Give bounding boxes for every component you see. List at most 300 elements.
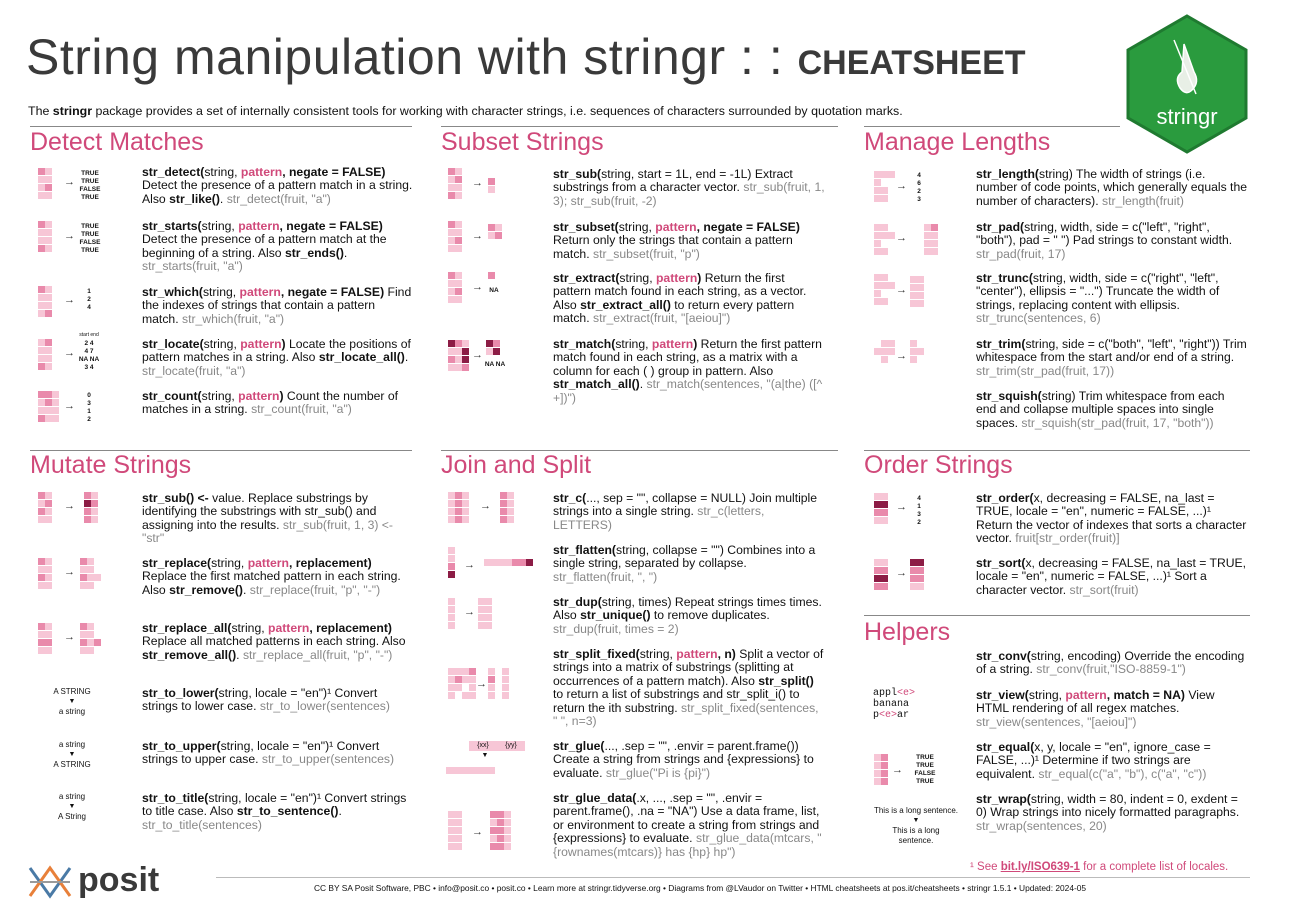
code-example: str_count(fruit, "a") bbox=[251, 402, 352, 417]
order-output bbox=[912, 495, 926, 527]
flatten-out-cell bbox=[484, 559, 491, 566]
section-detect: Detect Matches bbox=[30, 128, 204, 156]
sort-in-cell bbox=[874, 575, 881, 582]
function-args-end: ) bbox=[279, 389, 284, 403]
code-example: str_equal(c("a", "b"), c("a", "c")) bbox=[1038, 766, 1207, 781]
which-cell bbox=[38, 302, 45, 309]
code-example: str_c(letters, LETTERS) bbox=[553, 504, 765, 532]
sub-in-cell bbox=[448, 184, 455, 191]
function-args: x, y, locale = "en", ignore_case = FALSE, ...)¹ bbox=[976, 740, 1211, 768]
function-name: str_conv( bbox=[976, 649, 1031, 663]
down-arrow-icon: ▼ bbox=[68, 698, 76, 705]
c-out-cell bbox=[500, 500, 507, 507]
arrow-right-icon: → bbox=[896, 567, 907, 579]
trim-out-cell bbox=[917, 348, 924, 355]
entry-str-detect bbox=[142, 166, 414, 206]
flatten-out-cell bbox=[519, 559, 526, 566]
arrow-right-icon: → bbox=[64, 566, 75, 578]
view-line-3 bbox=[873, 710, 915, 721]
output-value: TRUE bbox=[81, 178, 99, 185]
output-value: TRUE bbox=[81, 194, 99, 201]
entry-str-squish bbox=[976, 390, 1248, 430]
function-args-end: , replacement) bbox=[309, 621, 392, 635]
code-example: str_replace_all(fruit, "p", "-") bbox=[242, 647, 393, 662]
subset-out-cell bbox=[488, 224, 495, 231]
gluedata-out-cell bbox=[497, 827, 504, 834]
split-out-cell bbox=[488, 692, 495, 699]
function-name: str_squish( bbox=[976, 389, 1042, 403]
length-in-cell bbox=[874, 171, 881, 178]
dup-out-cell bbox=[485, 614, 492, 621]
c-in-cell bbox=[448, 500, 455, 507]
trim-out-cell bbox=[910, 348, 917, 355]
output-value: 4 bbox=[917, 172, 921, 179]
function-description: Repeat strings times times. Also bbox=[553, 595, 822, 623]
split-in-cell bbox=[469, 692, 476, 699]
trunc-in-cell bbox=[874, 290, 881, 297]
entry-str-count bbox=[142, 390, 414, 417]
flatten-out-cell bbox=[512, 559, 519, 566]
arrow-right-icon: → bbox=[476, 678, 487, 690]
title-bold: CHEATSHEET bbox=[797, 44, 1026, 82]
function-description: Use a data frame, list, or environment to create a string from strings and {expressions} to evaluate. bbox=[553, 804, 820, 846]
replaceall-in-cell bbox=[45, 639, 52, 646]
dup-out-cell bbox=[478, 606, 485, 613]
dup-out-cell bbox=[478, 614, 485, 621]
order-in-cell bbox=[874, 509, 881, 516]
gluedata-out-cell bbox=[497, 843, 504, 850]
gluedata-in-cell bbox=[455, 811, 462, 818]
extract-in-cell bbox=[455, 296, 462, 303]
length-in-cell bbox=[881, 187, 888, 194]
count-cell bbox=[38, 415, 45, 422]
match-in-cell bbox=[455, 356, 462, 363]
sub-out-cell bbox=[488, 178, 495, 185]
c-in-cell bbox=[455, 516, 462, 523]
intro-text bbox=[28, 104, 903, 118]
pattern-arg: pattern bbox=[238, 219, 280, 233]
extract-in-cell bbox=[455, 280, 462, 287]
match-in-cell bbox=[455, 348, 462, 355]
split-in-cell bbox=[448, 668, 455, 675]
function-description: Combines into a single string, separated by collapse. bbox=[553, 543, 816, 571]
replace-out-cell bbox=[80, 566, 87, 573]
c-in-cell bbox=[455, 492, 462, 499]
order-in-cell bbox=[874, 501, 881, 508]
count-cell bbox=[52, 407, 59, 414]
pattern-arg: pattern bbox=[655, 220, 697, 234]
split-in-cell bbox=[469, 668, 476, 675]
count-cell bbox=[52, 415, 59, 422]
arrow-right-icon: → bbox=[472, 349, 483, 361]
function-args: ..., sep = "", collapse = NULL) bbox=[586, 491, 746, 505]
sort-in-cell bbox=[874, 559, 881, 566]
sub-in-cell bbox=[455, 192, 462, 199]
function-name: str_to_upper( bbox=[142, 739, 221, 753]
length-in-cell bbox=[874, 187, 881, 194]
output-value: 2 bbox=[87, 296, 91, 303]
sort-out-cell bbox=[917, 567, 924, 574]
replaceall-out-cell bbox=[80, 631, 87, 638]
gluedata-in-cell bbox=[448, 819, 455, 826]
output-value: 4 7 bbox=[84, 348, 94, 355]
function-name: str_view( bbox=[976, 688, 1029, 702]
sub-in-cell bbox=[455, 168, 462, 175]
detect-output bbox=[78, 170, 102, 202]
wrap-in: This is a long sentence. bbox=[873, 806, 959, 815]
function-name: str_trim( bbox=[976, 337, 1026, 351]
function-name: str_to_title( bbox=[142, 791, 209, 805]
subassign-out-cell bbox=[84, 500, 91, 507]
function-args: ..., .sep = "", .envir = parent.frame()) bbox=[604, 739, 799, 753]
title-out: A String bbox=[57, 812, 86, 821]
arrow-right-icon: → bbox=[464, 606, 475, 618]
output-value: FALSE bbox=[79, 186, 101, 193]
output-value: TRUE bbox=[81, 247, 99, 254]
replace-in-cell bbox=[45, 582, 52, 589]
glue-arrow-icon: ▼ bbox=[481, 752, 489, 759]
which-output bbox=[82, 288, 96, 312]
replace-out-cell bbox=[87, 558, 94, 565]
function-name: str_glue_data( bbox=[553, 791, 637, 805]
posit-logo-icon bbox=[28, 864, 74, 900]
subset-in-cell bbox=[455, 229, 462, 236]
function-description: Split a vector of strings into a matrix of substrings (splitting at occurrences of a pattern match). Also bbox=[553, 647, 824, 688]
flatten-out-cell bbox=[491, 559, 498, 566]
output-value: 2 bbox=[87, 416, 91, 423]
replaceall-in-cell bbox=[38, 639, 45, 646]
posit-wordmark: posit bbox=[78, 861, 160, 899]
starts-cell bbox=[45, 229, 52, 236]
function-name: str_extract( bbox=[553, 271, 620, 285]
match-in-cell bbox=[448, 364, 455, 371]
view-text-3: p bbox=[873, 710, 880, 721]
function-args: string, side = c("both", "left", "right")) bbox=[1025, 337, 1220, 351]
dup-out-cell bbox=[478, 622, 485, 629]
output-value: FALSE bbox=[914, 770, 936, 777]
function-description: Create a string from strings and {expressions} to evaluate. bbox=[553, 752, 814, 780]
split-in-cell bbox=[462, 676, 469, 683]
replace-out-cell bbox=[80, 558, 87, 565]
count-cell bbox=[38, 399, 45, 406]
subset-in-cell bbox=[448, 245, 455, 252]
sub-out-cell bbox=[488, 186, 495, 193]
function-description: Convert strings to title case. Also bbox=[142, 791, 407, 819]
match-in-cell bbox=[462, 356, 469, 363]
code-example: str_subset(fruit, "p") bbox=[592, 246, 700, 261]
related-function: str_unique() bbox=[580, 608, 651, 623]
code-example: str_to_title(sentences) bbox=[142, 817, 262, 832]
trunc-out-cell bbox=[910, 276, 917, 283]
c-out-cell bbox=[500, 508, 507, 515]
code-example: str_to_lower(sentences) bbox=[259, 699, 390, 714]
split-in-cell bbox=[462, 668, 469, 675]
gluedata-out-cell bbox=[497, 819, 504, 826]
flatten-in-cell bbox=[448, 563, 455, 570]
entry-str-which bbox=[142, 286, 414, 326]
pad-out-cell bbox=[931, 240, 938, 247]
function-name: str_pad( bbox=[976, 220, 1025, 234]
section-helpers: Helpers bbox=[864, 618, 951, 646]
arrow-right-icon: → bbox=[896, 284, 907, 296]
output-value: 3 bbox=[917, 196, 921, 203]
gluedata-out-cell bbox=[490, 835, 497, 842]
function-description: Return the vector of indexes that sorts a character vector. bbox=[976, 517, 1247, 546]
section-order: Order Strings bbox=[864, 451, 1013, 479]
function-description: Override the encoding of a string. bbox=[976, 649, 1245, 677]
subset-out-cell bbox=[495, 232, 502, 239]
match-in-cell bbox=[462, 348, 469, 355]
trim-in-cell bbox=[888, 340, 895, 347]
split-in-cell bbox=[448, 684, 455, 691]
rule-helpers bbox=[864, 615, 1250, 616]
entry-str-match bbox=[553, 338, 825, 405]
function-args: string) bbox=[1041, 389, 1076, 403]
equal-in-cell bbox=[881, 770, 888, 777]
function-description: Locate the positions of pattern matches in a string. Also bbox=[142, 337, 411, 365]
trunc-out-cell bbox=[917, 300, 924, 307]
function-args: string, times) bbox=[601, 595, 672, 609]
function-args-end: , match = NA) bbox=[1106, 688, 1185, 702]
order-in-cell bbox=[874, 517, 881, 524]
function-name: str_split_fixed( bbox=[553, 647, 640, 661]
related-function: str_locate_all() bbox=[318, 350, 405, 365]
intro-pkg: stringr bbox=[52, 104, 93, 118]
upper-in: a string bbox=[58, 740, 86, 749]
function-description: Detect the presence of a pattern match at the beginning of a string. Also bbox=[142, 232, 387, 260]
extract-in-cell bbox=[448, 296, 455, 303]
function-args-end: , negate = FALSE) bbox=[282, 165, 386, 179]
sub-in-cell bbox=[455, 176, 462, 183]
starts-cell bbox=[38, 221, 45, 228]
function-description: Truncate the width of strings, replacing content with ellipsis. bbox=[976, 284, 1220, 312]
entry-str-to-title bbox=[142, 792, 414, 832]
subassign-in-cell bbox=[38, 508, 45, 515]
equal-in-cell bbox=[881, 762, 888, 769]
replace-in-cell bbox=[45, 566, 52, 573]
pad-in-cell bbox=[874, 240, 881, 247]
trunc-out-cell bbox=[917, 284, 924, 291]
subassign-out-cell bbox=[91, 492, 98, 499]
intro-pre: The bbox=[28, 104, 53, 118]
arrow-right-icon: → bbox=[480, 500, 491, 512]
code-example: str_wrap(sentences, 20) bbox=[976, 818, 1107, 833]
entry-str-order bbox=[976, 492, 1248, 546]
subassign-out-cell bbox=[91, 516, 98, 523]
sub-in-cell bbox=[448, 168, 455, 175]
function-args-end: , negate = FALSE) bbox=[279, 219, 383, 233]
subassign-out-cell bbox=[84, 492, 91, 499]
entry-str-trunc bbox=[976, 272, 1248, 326]
function-name: str_flatten( bbox=[553, 543, 616, 557]
lower-in: A STRING bbox=[53, 687, 91, 696]
c-in-cell bbox=[462, 492, 469, 499]
match-out-cell bbox=[493, 348, 500, 355]
match-out-cell bbox=[486, 348, 493, 355]
length-in-cell bbox=[881, 171, 888, 178]
replaceall-out-cell bbox=[87, 639, 94, 646]
arrow-right-icon: → bbox=[64, 631, 75, 643]
pad-out-cell bbox=[931, 232, 938, 239]
trim-in-cell bbox=[881, 340, 888, 347]
sort-out-cell bbox=[917, 583, 924, 590]
gluedata-out-cell bbox=[504, 811, 511, 818]
logo-text: stringr bbox=[1156, 104, 1218, 129]
description-tail: to remove duplicates. bbox=[650, 608, 770, 623]
function-name: str_replace( bbox=[142, 556, 212, 570]
match-in-cell bbox=[455, 364, 462, 371]
code-example: str_match(sentences, "(a|the) ([^ +])") bbox=[553, 377, 823, 405]
pad-in-cell bbox=[874, 232, 881, 239]
function-args: value bbox=[208, 491, 242, 505]
entry-str-flatten bbox=[553, 544, 825, 584]
pattern-arg: pattern bbox=[1065, 688, 1107, 702]
entry-str-wrap bbox=[976, 793, 1248, 833]
function-description: Convert strings to upper case. bbox=[142, 739, 380, 767]
gluedata-out-cell bbox=[490, 819, 497, 826]
function-args-end: ) bbox=[693, 337, 698, 351]
pattern-arg: pattern bbox=[655, 271, 698, 285]
pad-out-cell bbox=[931, 248, 938, 255]
output-value: FALSE bbox=[79, 239, 101, 246]
subassign-out-cell bbox=[91, 508, 98, 515]
extract-in-cell bbox=[448, 280, 455, 287]
function-name: str_equal( bbox=[976, 740, 1035, 754]
pad-out-cell bbox=[924, 240, 931, 247]
arrow-right-icon: → bbox=[896, 232, 907, 244]
trunc-in-cell bbox=[874, 282, 881, 289]
function-description: Convert strings to lower case. bbox=[142, 686, 378, 714]
c-out-cell bbox=[507, 516, 514, 523]
output-value: 3 bbox=[87, 400, 91, 407]
match-in-cell bbox=[448, 356, 455, 363]
extract-in-cell bbox=[455, 288, 462, 295]
trunc-out-cell bbox=[917, 276, 924, 283]
output-value: 1 bbox=[87, 288, 91, 295]
pattern-arg: pattern bbox=[676, 647, 718, 661]
pad-in-cell bbox=[881, 224, 888, 231]
dup-in-cell bbox=[448, 606, 455, 613]
c-out-cell bbox=[507, 492, 514, 499]
view-match-3: <e> bbox=[879, 710, 898, 721]
equal-in-cell bbox=[881, 778, 888, 785]
starts-cell bbox=[38, 245, 45, 252]
c-in-cell bbox=[462, 500, 469, 507]
split-out-cell bbox=[488, 668, 495, 675]
replace-in-cell bbox=[38, 574, 45, 581]
title-example bbox=[40, 792, 104, 822]
output-value: TRUE bbox=[916, 754, 934, 761]
arrow-right-icon: → bbox=[64, 294, 75, 306]
length-in-cell bbox=[888, 171, 895, 178]
trunc-out-cell bbox=[917, 292, 924, 299]
which-cell bbox=[45, 302, 52, 309]
output-value: TRUE bbox=[81, 170, 99, 177]
locate-output bbox=[76, 340, 102, 372]
subassign-in-cell bbox=[45, 500, 52, 507]
pad-out-cell bbox=[931, 224, 938, 231]
pattern-arg: pattern bbox=[240, 337, 282, 351]
function-description: Count the number of matches in a string. bbox=[142, 389, 399, 417]
function-description: Detect the presence of a pattern match in a string. Also bbox=[142, 178, 413, 206]
flatten-out-cell bbox=[526, 559, 533, 566]
function-description: Return the first pattern match found in each string, as a vector. Also bbox=[553, 271, 807, 312]
length-in-cell bbox=[874, 195, 881, 202]
function-args-end: , replacement) bbox=[289, 556, 372, 570]
function-args-end: ) bbox=[281, 337, 286, 351]
related-function: str_split() bbox=[758, 673, 814, 688]
function-name: str_starts( bbox=[142, 219, 202, 233]
output-value: 3 bbox=[917, 511, 921, 518]
trim-in-cell bbox=[888, 348, 895, 355]
glue-out-cell bbox=[488, 767, 495, 774]
arrow-right-icon: → bbox=[64, 400, 75, 412]
code-example: str_replace(fruit, "p", "-") bbox=[249, 582, 381, 597]
locale-link[interactable]: bit.ly/ISO639-1 bbox=[1000, 861, 1080, 873]
entry-str-replace bbox=[142, 557, 414, 597]
pad-in-cell bbox=[888, 232, 895, 239]
match-in-cell bbox=[448, 340, 455, 347]
entry-str-equal bbox=[976, 741, 1248, 781]
trunc-in-cell bbox=[881, 274, 888, 281]
match-na: NA NA bbox=[484, 361, 506, 368]
subassign-in-cell bbox=[45, 492, 52, 499]
function-description: Pad strings to constant width. bbox=[1069, 233, 1233, 248]
sort-out-cell bbox=[917, 559, 924, 566]
locate-cell bbox=[45, 363, 52, 370]
replace-out-cell bbox=[94, 574, 101, 581]
gluedata-out-cell bbox=[504, 827, 511, 834]
sort-in-cell bbox=[881, 567, 888, 574]
count-cell bbox=[38, 391, 45, 398]
subassign-in-cell bbox=[38, 500, 45, 507]
page-title bbox=[26, 28, 1026, 86]
match-in-cell bbox=[448, 348, 455, 355]
function-name: str_count( bbox=[142, 389, 202, 403]
function-name: str_wrap( bbox=[976, 792, 1031, 806]
arrow-right-icon: → bbox=[892, 764, 903, 776]
function-args: string, bbox=[619, 271, 656, 285]
function-name: str_trunc( bbox=[976, 271, 1033, 285]
entry-str-extract bbox=[553, 272, 825, 326]
down-arrow-icon: ▼ bbox=[912, 817, 920, 824]
function-args: x, decreasing = FALSE, na_last = TRUE, locale = "en", numeric = FALSE, ...)¹ bbox=[976, 556, 1247, 584]
entry-str-conv bbox=[976, 650, 1248, 677]
replace-in-cell bbox=[45, 574, 52, 581]
sort-in-cell bbox=[881, 583, 888, 590]
function-description: Determine if two strings are equivalent. bbox=[976, 753, 1191, 781]
trunc-in-cell bbox=[874, 274, 881, 281]
trunc-out-cell bbox=[910, 284, 917, 291]
count-cell bbox=[45, 407, 52, 414]
function-description: Trim whitespace from each end and collapse multiple spaces into single spaces. bbox=[976, 389, 1225, 430]
function-args: x, decreasing = FALSE, na_last = TRUE, locale = "en", numeric = FALSE, ...)¹ bbox=[976, 491, 1215, 519]
function-args: string, bbox=[615, 337, 652, 351]
view-match-1: <e> bbox=[897, 688, 916, 699]
replaceall-in-cell bbox=[45, 631, 52, 638]
function-args: string, bbox=[201, 389, 239, 403]
detect-cell bbox=[38, 176, 45, 183]
glue-out-cell bbox=[481, 767, 488, 774]
subassign-out-cell bbox=[84, 508, 91, 515]
code-example: str_which(fruit, "a") bbox=[181, 311, 285, 326]
footnote-pre: ¹ See bbox=[970, 861, 1001, 873]
arrow-right-icon: → bbox=[64, 500, 75, 512]
replaceall-out-cell bbox=[80, 647, 87, 654]
glue-out-cell bbox=[446, 767, 453, 774]
function-args: .x, ..., .sep = "", .envir = parent.frame(), .na = "NA") bbox=[553, 791, 763, 819]
extract-out-cell bbox=[488, 272, 495, 279]
